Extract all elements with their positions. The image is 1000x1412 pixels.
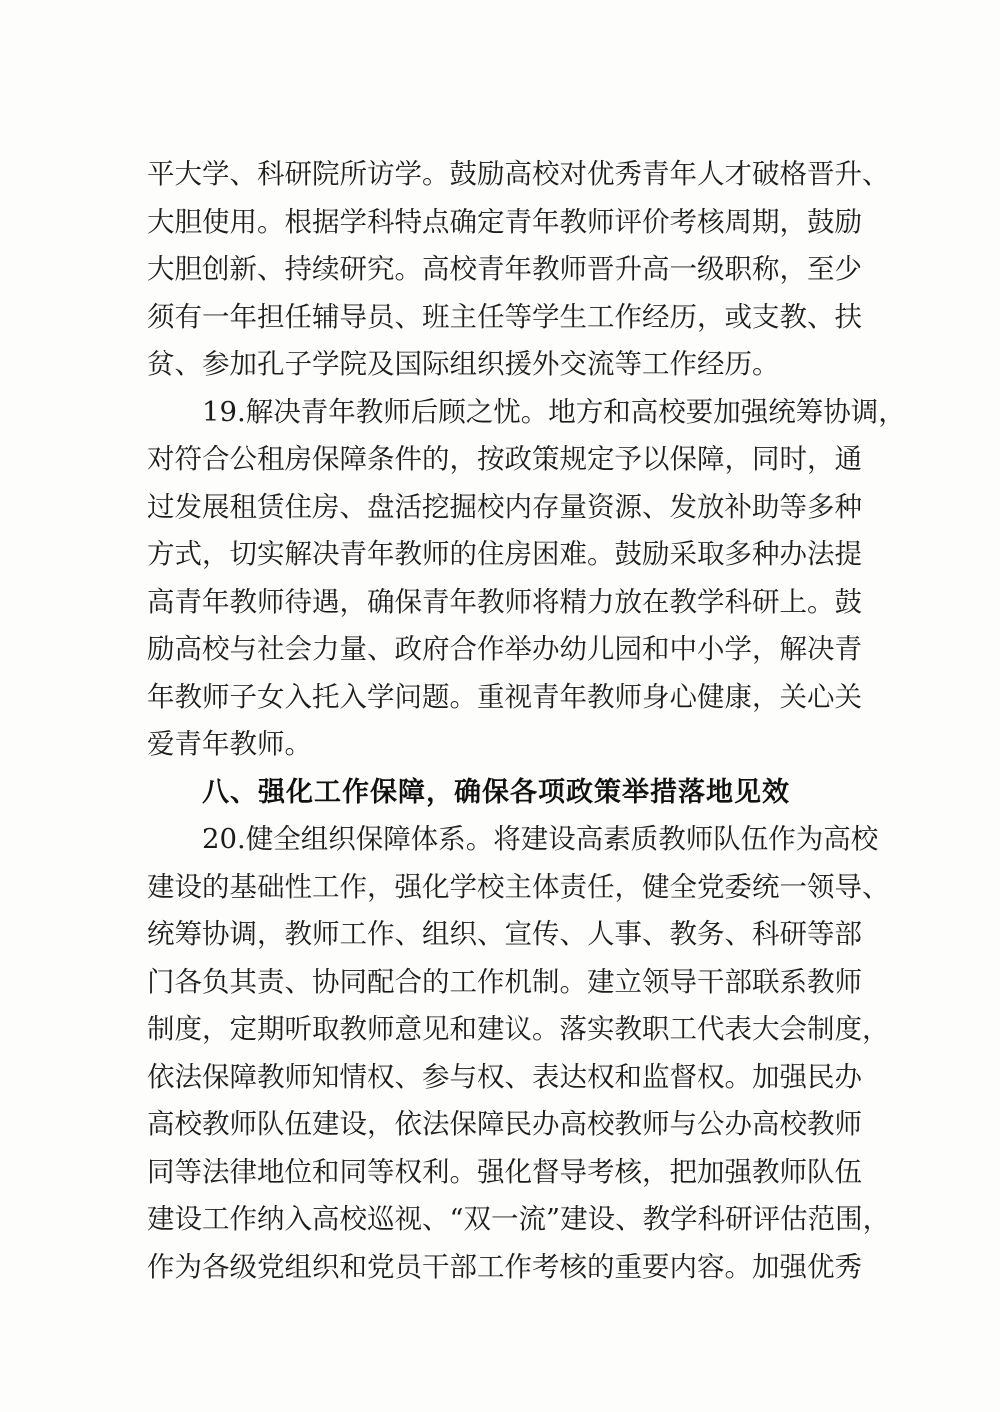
text-line: 方式，切实解决青年教师的住房困难。鼓励采取多种办法提 — [147, 538, 862, 570]
text-line: 年教师子女入托入学问题。重视青年教师身心健康，关心关 — [147, 680, 862, 713]
text-line: 同等法律地位和同等权利。强化督导考核，把加强教师队伍 — [147, 1155, 862, 1188]
text-line: 统筹协调，教师工作、组织、宣传、人事、教务、科研等部 — [147, 918, 862, 950]
text-line: 大胆使用。根据学科特点确定青年教师评价考核周期，鼓励 — [147, 205, 862, 238]
text-line: 高青年教师待遇，确保青年教师将精力放在教学科研上。鼓 — [147, 585, 862, 618]
paragraph-19 — [147, 389, 906, 769]
text-line: 制度，定期听取教师意见和建议。落实教职工代表大会制度， — [147, 1013, 890, 1045]
text-line: 建设工作纳入高校巡视、“双一流”建设、教学科研评估范围， — [147, 1203, 891, 1235]
text-line: 须有一年担任辅导员、班主任等学生工作经历，或支教、扶 — [147, 300, 862, 333]
text-line: 爱青年教师。 — [147, 728, 312, 760]
text-line: 19.解决青年教师后顾之忧。地方和高校要加强统筹协调， — [202, 395, 906, 428]
section-heading: 八、强化工作保障，确保各项政策举措落地见效 — [202, 776, 790, 808]
text-line: 门各负其责、协同配合的工作机制。建立领导干部联系教师 — [147, 965, 862, 998]
text-line: 作为各级党组织和党员干部工作考核的重要内容。加强优秀 — [147, 1250, 862, 1283]
paragraph-18-continuation — [147, 151, 890, 389]
text-line: 建设的基础性工作，强化学校主体责任，健全党委统一领导、 — [147, 870, 890, 903]
text-line: 过发展租赁住房、盘活挖掘校内存量资源、发放补助等多种 — [147, 490, 862, 523]
text-line: 依法保障教师知情权、参与权、表达权和监督权。加强民办 — [147, 1060, 862, 1093]
text-line: 平大学、科研院所访学。鼓励高校对优秀青年人才破格晋升、 — [147, 158, 890, 190]
text-line: 高校教师队伍建设，依法保障民办高校教师与公办高校教师 — [147, 1108, 862, 1140]
text-line: 贫、参加孔子学院及国际组织援外交流等工作经历。 — [147, 348, 780, 380]
text-line: 20.健全组织保障体系。将建设高素质教师队伍作为高校 — [202, 823, 879, 855]
text-line: 对符合公租房保障条件的，按政策规定予以保障，同时，通 — [147, 443, 862, 475]
text-line: 励高校与社会力量、政府合作举办幼儿园和中小学，解决青 — [147, 633, 862, 665]
paragraph-20 — [147, 816, 891, 1291]
body-text — [147, 151, 906, 1291]
text-line: 大胆创新、持续研究。高校青年教师晋升高一级职称，至少 — [147, 253, 862, 285]
